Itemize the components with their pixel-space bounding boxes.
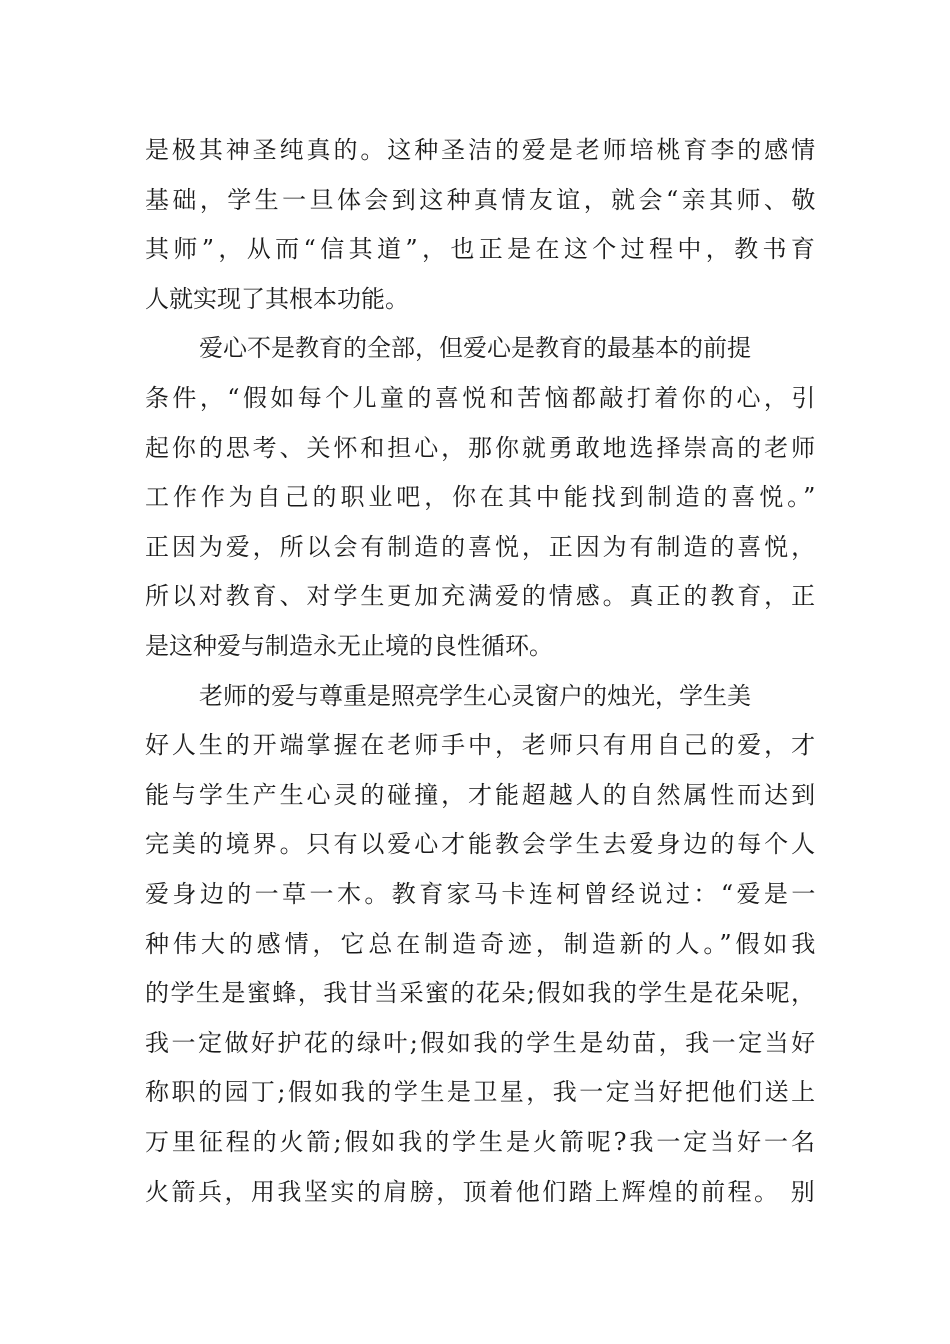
text-line: 正因为爱，所以会有制造的喜悦，正因为有制造的喜悦， <box>145 532 818 561</box>
text-line: 爱身边的一草一木。教育家马卡连柯曾经说过：“爱是一 <box>145 880 819 908</box>
text-line: 能与学生产生心灵的碰撞，才能超越人的自然属性而达到 <box>145 780 818 809</box>
text-line: 是这种爱与制造永无止境的良性循环。 <box>145 632 553 660</box>
text-line: 起你的思考、关怀和担心，那你就勇敢地选择崇高的老师 <box>145 433 818 462</box>
text-line: 种伟大的感情，它总在制造奇迹，制造新的人。”假如我 <box>145 929 820 958</box>
text-line: 所以对教育、对学生更加充满爱的情感。真正的教育，正 <box>145 582 818 611</box>
text-line: 好人生的开端掌握在老师手中，老师只有用自己的爱，才 <box>145 731 818 760</box>
text-line: 我一定做好护花的绿叶;假如我的学生是幼苗，我一定当好 <box>145 1028 818 1057</box>
text-line: 其师”，从而“信其道”，也正是在这个过程中，教书育 <box>145 235 820 264</box>
text-line: 火箭兵，用我坚实的肩膀，顶着他们踏上辉煌的前程。 别 <box>145 1177 818 1206</box>
text-line: 老师的爱与尊重是照亮学生心灵窗户的烛光，学生美 <box>199 681 751 710</box>
text-line: 人就实现了其根本功能。 <box>145 284 409 313</box>
text-line: 工作作为自己的职业吧，你在其中能找到制造的喜悦。” <box>145 483 820 512</box>
text-line: 条件，“假如每个儿童的喜悦和苦恼都敲打着你的心，引 <box>145 384 819 412</box>
text-line: 爱心不是教育的全部，但爱心是教育的最基本的前提 <box>199 334 751 363</box>
text-line: 的学生是蜜蜂，我甘当采蜜的花朵;假如我的学生是花朵呢， <box>145 979 817 1008</box>
text-line: 基础，学生一旦体会到这种真情友谊，就会“亲其师、敬 <box>145 185 819 214</box>
text-line: 称职的园丁;假如我的学生是卫星，我一定当好把他们送上 <box>145 1078 818 1107</box>
text-line: 万里征程的火箭;假如我的学生是火箭呢?我一定当好一名 <box>145 1128 818 1156</box>
text-line: 完美的境界。只有以爱心才能教会学生去爱身边的每个人 <box>145 830 818 859</box>
text-line: 是极其神圣纯真的。这种圣洁的爱是老师培桃育李的感情 <box>145 136 818 164</box>
